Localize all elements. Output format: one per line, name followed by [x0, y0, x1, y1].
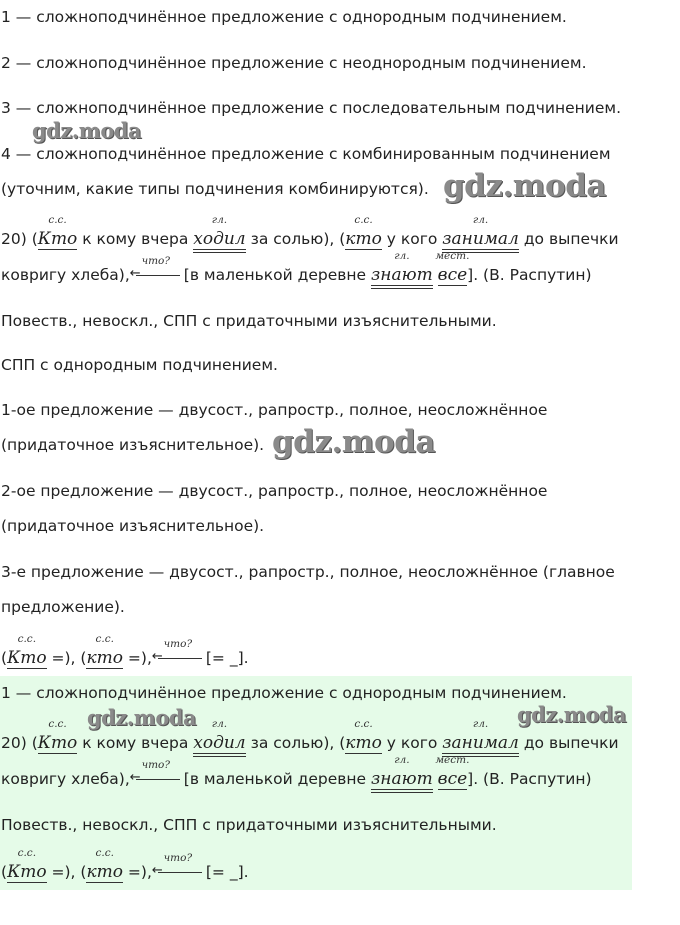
- subject-vse: [435, 754, 470, 789]
- watermark-logo: gdz.moda: [87, 705, 197, 730]
- analysis-s3-line2: предложение).: [1, 598, 125, 616]
- sentence-number: 20): [1, 230, 27, 248]
- text-fragment: =),: [127, 863, 152, 881]
- text-fragment: =),: [127, 649, 152, 667]
- text-fragment: ]. (В. Распутин): [467, 770, 592, 788]
- arrow-chto: [129, 255, 180, 281]
- word-zanimal: занимал: [442, 733, 519, 757]
- text-fragment: за солью), (: [250, 734, 346, 752]
- scheme-subject-1: [7, 847, 47, 882]
- text-fragment: к кому вчера: [82, 734, 189, 752]
- text-fragment: =), (: [51, 649, 87, 667]
- analysis-s2-line2: (придаточное изъяснительное).: [1, 517, 265, 535]
- sentence-line-1: [1, 214, 619, 249]
- label-chto: что?: [141, 759, 171, 771]
- label-mest: мест.: [435, 754, 470, 766]
- analysis-povestv: Повеств., невоскл., СПП с придаточными изъяснительными.: [1, 312, 497, 330]
- answer-povestv: Повеств., невоскл., СПП с придаточными изъяснительными.: [1, 816, 497, 834]
- text-fragment: [в маленькой деревне: [183, 266, 367, 284]
- arrow-left-icon: ←: [129, 266, 141, 281]
- text-fragment: к кому вчера: [82, 230, 189, 248]
- text-fragment: до выпечки: [523, 734, 619, 752]
- word-kto: Кто: [7, 862, 47, 882]
- answer-type-line: 1 — сложноподчинённое предложение с однородным подчинением.: [1, 684, 567, 702]
- word-kto: кто: [345, 229, 382, 249]
- arrow-left-icon: ←: [151, 649, 163, 664]
- predicate-znayut: [371, 754, 433, 789]
- label-ss: с.с.: [17, 633, 37, 645]
- word-kto: Кто: [37, 733, 78, 753]
- text-fragment: ]. (В. Распутин): [467, 266, 592, 284]
- sentence-number: 20): [1, 734, 27, 752]
- scheme-subject-1: [7, 633, 47, 668]
- paren: (: [31, 230, 38, 248]
- label-gl: гл.: [472, 214, 489, 226]
- type-2-line: 2 — сложноподчинённое предложение с неоднородным подчинением.: [1, 54, 587, 72]
- type-1-line: 1 — сложноподчинённое предложение с однородным подчинением.: [1, 8, 567, 26]
- subject-kto-1: [37, 214, 78, 249]
- analysis-s1-line1: 1-ое предложение — двусост., рапростр., полное, неосложнённое: [1, 401, 548, 419]
- label-gl: гл.: [211, 718, 228, 730]
- analysis-s3-line1: 3-е предложение — двусост., рапростр., полное, неосложнённое (главное: [1, 563, 615, 581]
- label-chto: что?: [163, 852, 193, 864]
- text-fragment: =), (: [51, 863, 87, 881]
- word-kto: Кто: [7, 648, 47, 668]
- label-ss: с.с.: [48, 718, 67, 730]
- watermark-logo: gdz.moda: [32, 118, 142, 143]
- label-gl: гл.: [394, 754, 410, 766]
- label-chto: что?: [163, 638, 193, 650]
- predicate-zanimal: [442, 718, 519, 753]
- label-gl: гл.: [211, 214, 228, 226]
- text-fragment: ковригу хлеба),: [1, 266, 130, 284]
- watermark-logo: gdz.moda: [272, 424, 435, 460]
- arrow-left-icon: ←: [151, 863, 163, 878]
- word-hodil: ходил: [193, 229, 245, 253]
- text-fragment: до выпечки: [523, 230, 619, 248]
- label-gl: гл.: [394, 250, 410, 262]
- word-kto: Кто: [37, 229, 78, 249]
- word-kto: кто: [86, 648, 123, 668]
- word-zanimal: занимал: [442, 229, 519, 253]
- text-fragment: ковригу хлеба),: [1, 770, 130, 788]
- watermark-logo: gdz.moda: [517, 702, 627, 727]
- scheme-subject-2: [86, 633, 123, 668]
- answer-scheme: [1, 847, 249, 882]
- label-ss: с.с.: [48, 214, 67, 226]
- text-fragment: [= _].: [205, 863, 249, 881]
- text-fragment: у кого: [386, 230, 438, 248]
- sentence-line-2: [1, 250, 592, 285]
- analysis-s1-line2: (придаточное изъяснительное).: [1, 436, 265, 454]
- scheme-subject-2: [86, 847, 123, 882]
- subject-kto-2: [345, 214, 382, 249]
- type-4-line: 4 — сложноподчинённое предложение с комбинированным подчинением: [1, 145, 611, 163]
- answer-sentence-line-2: [1, 754, 592, 789]
- arrow-chto: [151, 638, 202, 664]
- paren: (: [1, 649, 8, 667]
- word-hodil: ходил: [193, 733, 245, 757]
- label-ss: с.с.: [354, 214, 373, 226]
- word-kto: кто: [86, 862, 123, 882]
- word-vse: все: [437, 265, 468, 285]
- text-fragment: за солью), (: [250, 230, 346, 248]
- label-chto: что?: [141, 255, 171, 267]
- word-vse: все: [437, 769, 468, 789]
- arrow-chto: [151, 852, 202, 878]
- subject-kto-2: [345, 718, 382, 753]
- predicate-hodil: [193, 214, 246, 249]
- watermark-logo: gdz.moda: [443, 168, 606, 204]
- word-znayut: знают: [371, 769, 433, 793]
- text-fragment: [в маленькой деревне: [183, 770, 367, 788]
- label-ss: с.с.: [95, 633, 114, 645]
- text-fragment: [= _].: [205, 649, 249, 667]
- text-fragment: у кого: [386, 734, 438, 752]
- sentence-scheme: [1, 633, 249, 668]
- predicate-zanimal: [442, 214, 519, 249]
- label-mest: мест.: [435, 250, 470, 262]
- word-kto: кто: [345, 733, 382, 753]
- label-ss: с.с.: [17, 847, 37, 859]
- label-ss: с.с.: [95, 847, 114, 859]
- predicate-hodil: [193, 718, 246, 753]
- paren: (: [1, 863, 8, 881]
- label-gl: гл.: [472, 718, 489, 730]
- answer-sentence-line-1: [1, 718, 619, 753]
- arrow-left-icon: ←: [129, 770, 141, 785]
- subject-kto-1: [37, 718, 78, 753]
- type-4-clarification: (уточним, какие типы подчинения комбинируются).: [1, 180, 429, 198]
- analysis-spp: СПП с однородным подчинением.: [1, 356, 278, 374]
- paren: (: [31, 734, 38, 752]
- arrow-chto: [129, 759, 180, 785]
- subject-vse: [435, 250, 470, 285]
- predicate-znayut: [371, 250, 433, 285]
- type-3-line: 3 — сложноподчинённое предложение с последовательным подчинением.: [1, 99, 622, 117]
- label-ss: с.с.: [354, 718, 373, 730]
- analysis-s2-line1: 2-ое предложение — двусост., рапростр., полное, неосложнённое: [1, 482, 548, 500]
- word-znayut: знают: [371, 265, 433, 289]
